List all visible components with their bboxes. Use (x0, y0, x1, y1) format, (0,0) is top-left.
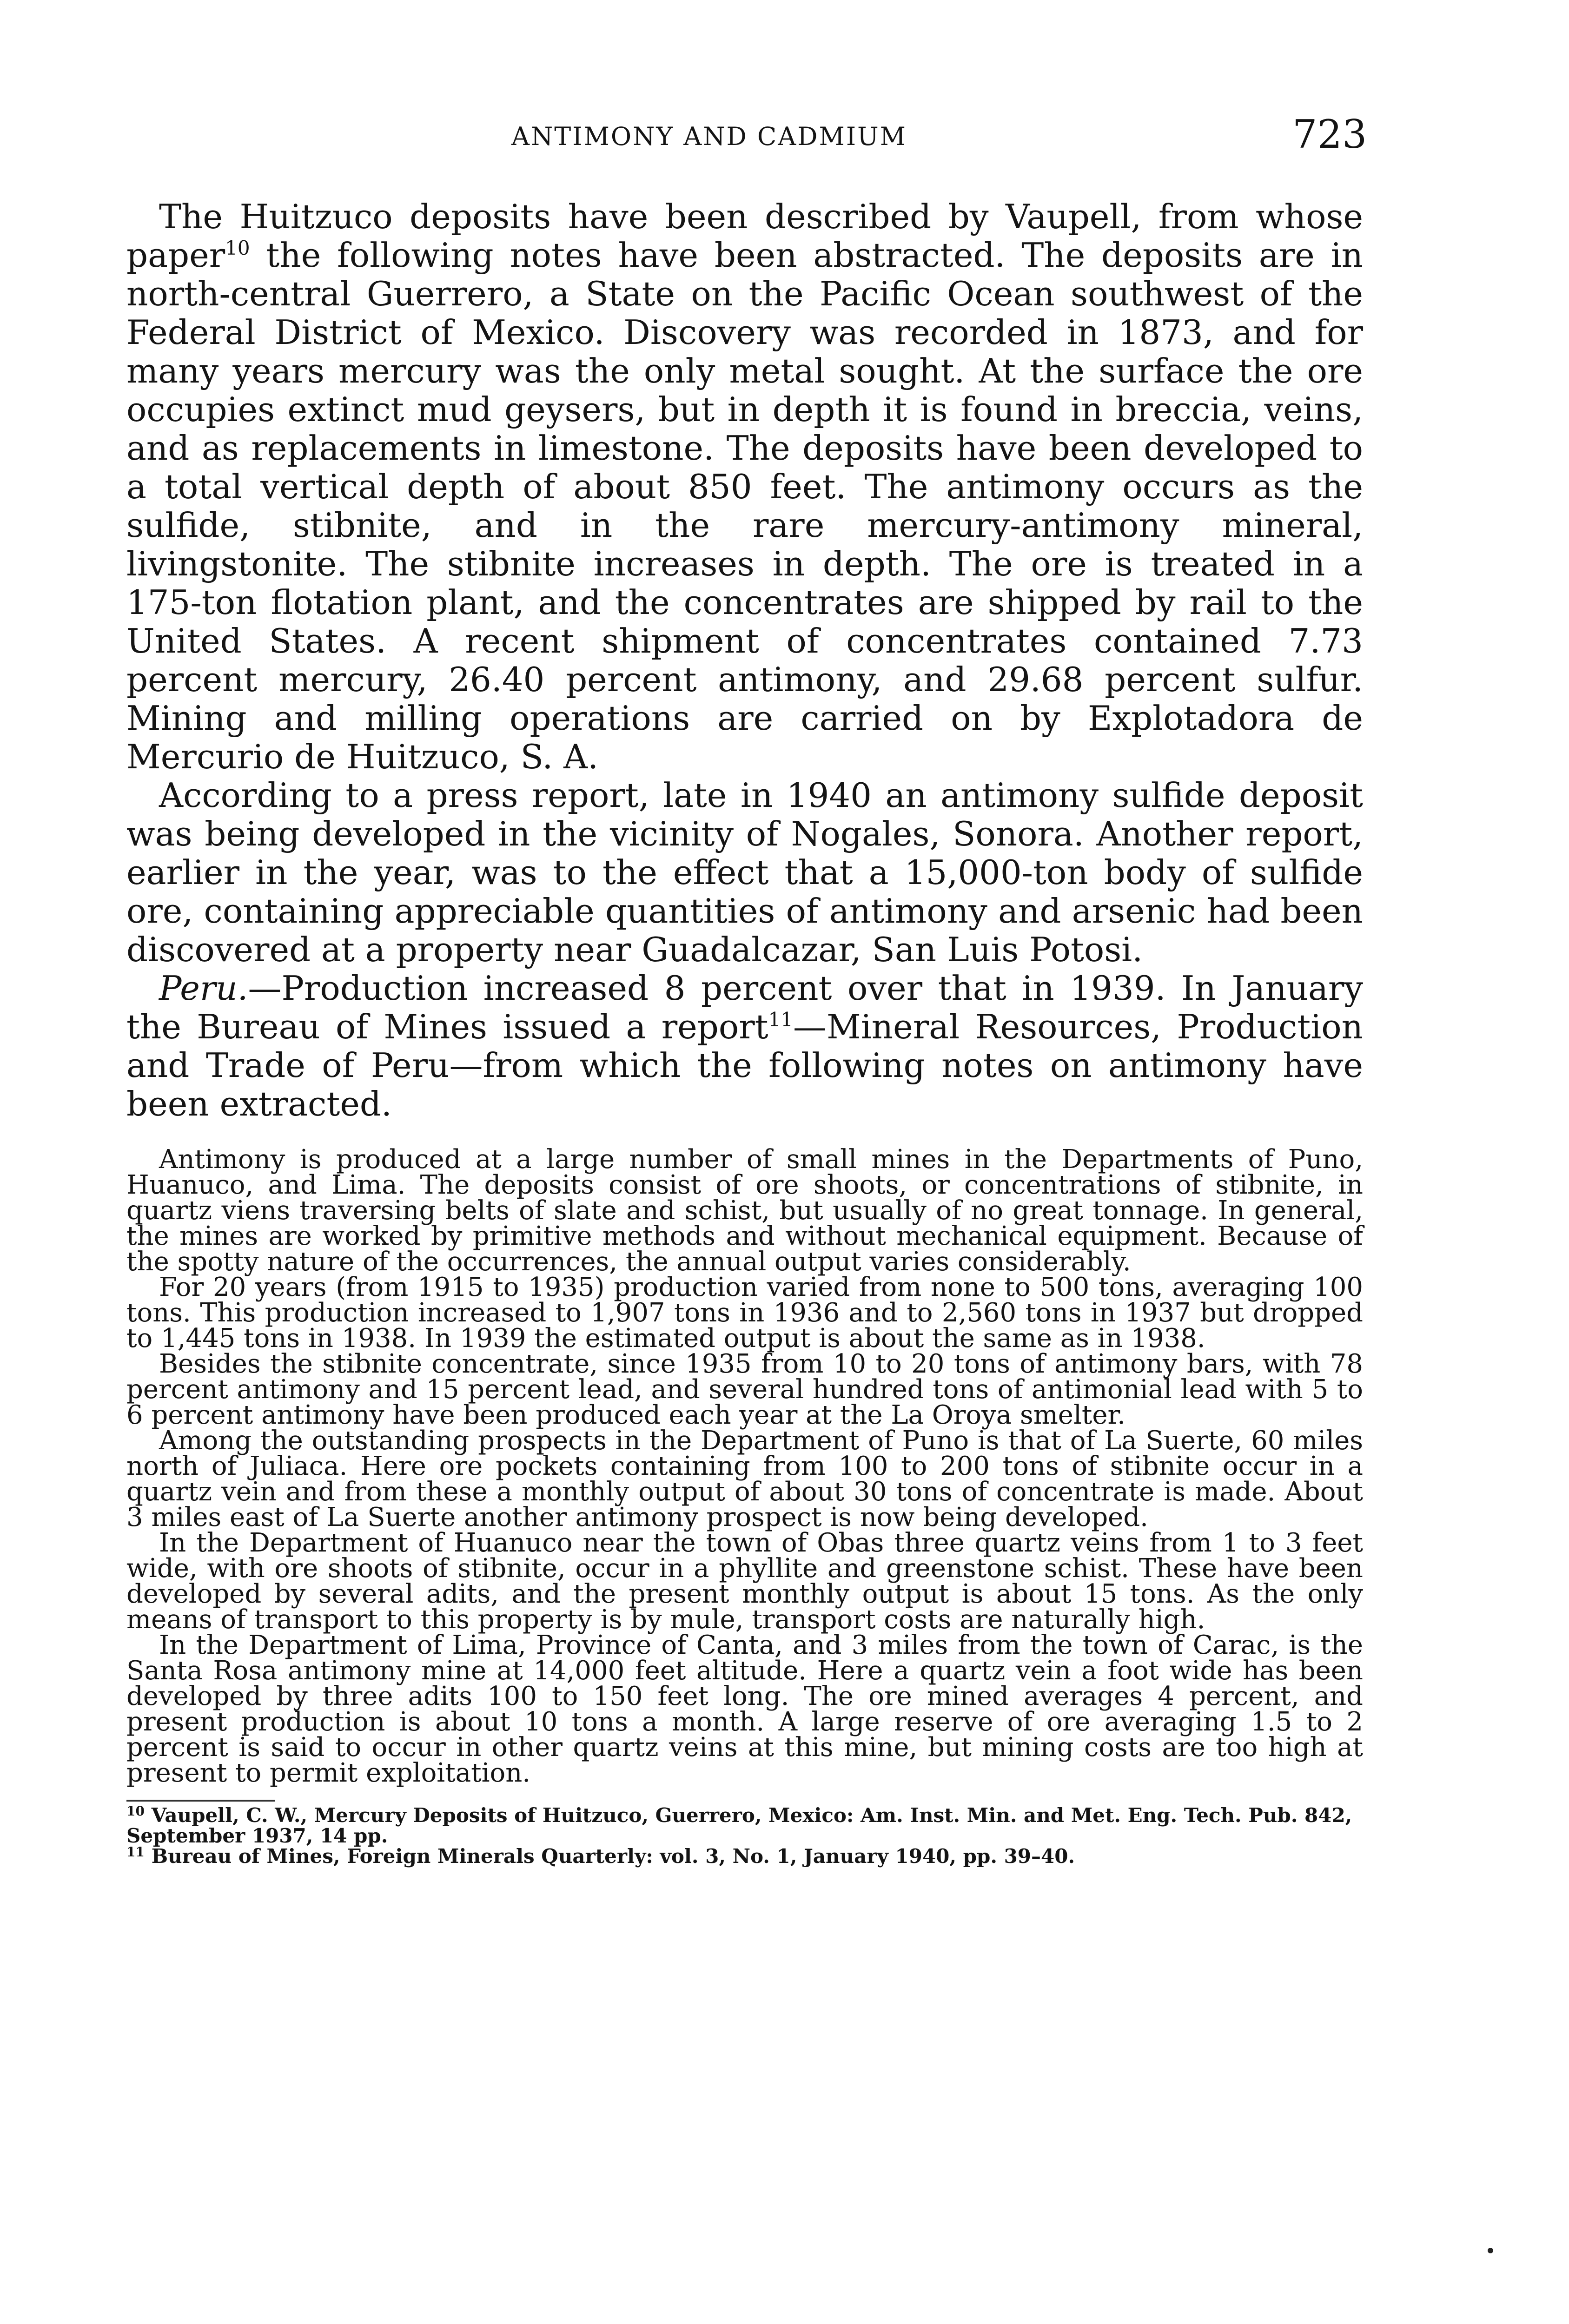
paragraph-text: the following notes have been abstracted. The deposits are in north-central Guerrero, a State on the Pacific Ocean southwest of the Federal District of Mexico. Discovery was recorded in 1873, and for many years mercury was the only metal sought. At the surface the ore occupies extinct mud geysers, but in depth it is found in breccia, veins, and as replacements in limestone. The deposits have been developed to a total vertical depth of about 850 feet. The antimony occurs as the sulfide, stibnite, and in the rare mercury-antimony mineral, livingstonite. The stibnite increases in depth. The ore is treated in a 175-ton flotation plant, and the concentrates are shipped by rail to the United States. A recent shipment of concentrates contained 7.73 percent mercury, 26.40 percent antimony, and 29.68 percent sulfur. Mining and milling operations are carried on by Explotadora de Mercurio de Huitzuco, S. A. (126, 236, 1363, 776)
footnote-11 (126, 1846, 1363, 1867)
footnote-ref-11: 11 (768, 1008, 793, 1031)
footnote-number: 10 (126, 1803, 145, 1819)
footnote-10 (126, 1805, 1363, 1846)
extract-paragraph: For 20 years (from 1915 to 1935) production varied from none to 500 tons, averaging 100 tons. This production increased to 1,907 tons in 1936 and to 2,560 tons in 1937 but dropped to 1,445 tons in 1938. In 1939 the estimated output is about the same as in 1938. (126, 1272, 1363, 1353)
paragraph-text: —Mineral Resources, Production and Trade of Peru—from which the following notes on antimony have been extracted. (126, 1007, 1363, 1123)
paragraph-text: The Huitzuco deposits have been described by Vaupell, from whose paper (126, 197, 1363, 275)
running-title: ANTIMONY AND CADMIUM (511, 122, 907, 151)
page-number: 723 (1292, 112, 1367, 157)
footnote-text: Vaupell, C. W., Mercury Deposits of Huitzuco, Guerrero, Mexico: Am. Inst. Min. and Met. Eng. Tech. Pub. 842, September 1937, 14 pp. (126, 1804, 1352, 1847)
extract-block (126, 1144, 1363, 1788)
footnote-number: 11 (126, 1844, 145, 1860)
footnote-divider (126, 1800, 275, 1802)
main-text (126, 198, 1363, 1867)
footnote-ref-10: 10 (225, 237, 250, 259)
footnotes (126, 1805, 1363, 1867)
section-lead-peru: Peru. (159, 969, 248, 1008)
paragraph-peru (126, 969, 1363, 1123)
footnote-text: Bureau of Mines, Foreign Minerals Quarterly: vol. 3, No. 1, January 1940, pp. 39–40. (151, 1845, 1075, 1868)
paragraph-sonora: According to a press report, late in 1940 an antimony sulfide deposit was being developed in the vicinity of Nogales, Sonora. Another report, earlier in the year, was to the effect that a 15,000-ton body of sulfide ore, containing appreciable quantities of antimony and arsenic had been discovered at a property near Guadalcazar, San Luis Potosi. (126, 776, 1363, 969)
extract-paragraph: Among the outstanding prospects in the Department of Puno is that of La Suerte, 60 miles north of Juliaca. Here ore pockets containing from 100 to 200 tons of stibnite occur in a quartz vein and from these a monthly output of about 30 tons of concentrate is made. About 3 miles east of La Suerte another antimony prospect is now being developed. (126, 1426, 1363, 1532)
paragraph-huitzuco (126, 198, 1363, 776)
paragraph-text: —Production increased 8 percent over that in 1939. In January the Bureau of Mines issued a report (126, 969, 1363, 1046)
extract-paragraph: Besides the stibnite concentrate, since 1935 from 10 to 20 tons of antimony bars, with 78 percent antimony and 15 percent lead, and several hundred tons of antimonial lead with 5 to 6 percent antimony have been produced each year at the La Oroya smelter. (126, 1349, 1363, 1430)
extract-paragraph: In the Department of Lima, Province of Canta, and 3 miles from the town of Carac, is the Santa Rosa antimony mine at 14,000 feet altitude. Here a quartz vein a foot wide has been developed by three adits 100 to 150 feet long. The ore mined averages 4 percent, and present production is about 10 tons a month. A large reserve of ore averaging 1.5 to 2 percent is said to occur in other quartz veins at this mine, but mining costs are too high at present to permit exploitation. (126, 1630, 1363, 1788)
extract-paragraph: Antimony is produced at a large number of small mines in the Departments of Puno, Huanuco, and Lima. The deposits consist of ore shoots, or concentrations of stibnite, in quartz viens traversing belts of slate and schist, but usually of no great tonnage. In general, the mines are worked by primitive methods and without mechanical equipment. Because of the spotty nature of the occurrences, the annual output varies considerably. (126, 1144, 1363, 1277)
extract-paragraph: In the Department of Huanuco near the town of Obas three quartz veins from 1 to 3 feet wide, with ore shoots of stibnite, occur in a phyllite and greenstone schist. These have been developed by several adits, and the present monthly output is about 15 tons. As the only means of transport to this property is by mule, transport costs are naturally high. (126, 1528, 1363, 1635)
scan-speck (1488, 2248, 1493, 2253)
